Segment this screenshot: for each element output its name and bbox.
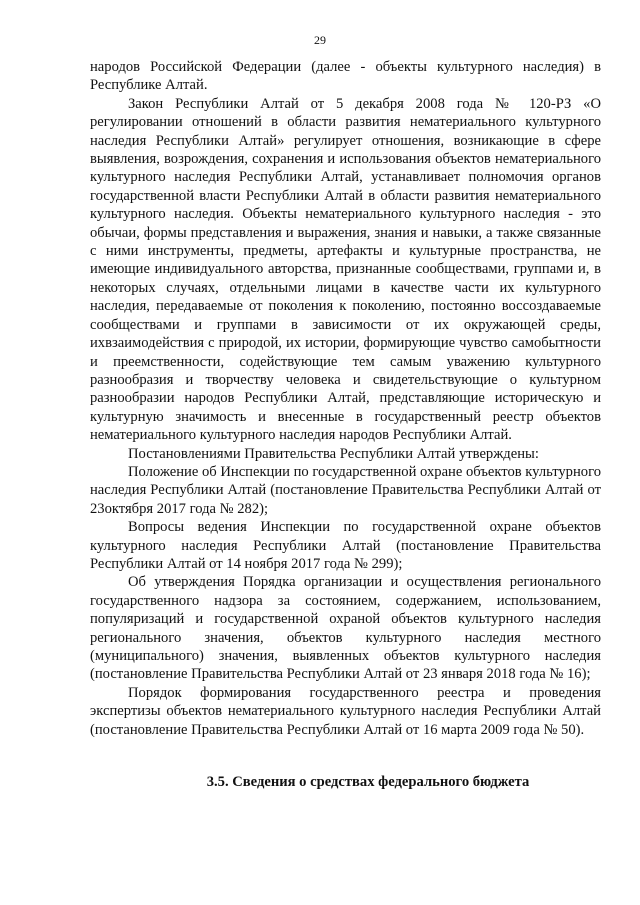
- paragraph-continuation: народов Российской Федерации (далее - объекты культурного наследия) в Республике Алтай.: [90, 59, 601, 94]
- paragraph-supervision-procedure: Об утверждения Порядка организации и осуществления регионального государственного надзора за состоянием, содержанием, использованием, популяризаций и государственной охраной объектов культурного наследия регионального значения, объектов культурного наследия местного (муниципального) значения, выявленных объектов культурного наследия (постановление Правительства Республики Алтай от 23 января 2018 года № 16);: [90, 574, 601, 683]
- page-number: 29: [314, 33, 326, 47]
- document-body: [90, 58, 601, 739]
- paragraph-law-description: Закон Республики Алтай от 5 декабря 2008 года № 120-РЗ «О регулировании отношений в области развития нематериального культурного наследия Республики Алтай» регулирует отношения, возникающие в сфере выявления, возрождения, сохранения и использования объектов нематериального культурного наследия Республики Алтай, устанавливает полномочия органов государственной власти Республики Алтай в области развития нематериального культурного наследия. Объекты нематериального культурного наследия - это обычаи, формы представления и выражения, знания и навыки, а также связанные с ними инструменты, предметы, артефакты и культурные пространства, не имеющие индивидуального авторства, признанные сообществами, группами и, в некоторых случаях, отдельными лицами в качестве части их культурного наследия, передаваемые от поколения к поколению, постоянно воссоздаваемые сообществами и группами в зависимости от их окружающей среды, ихвзаимодействия с природой, их истории, формирующие чувство самобытности и преемственности, содействующие тем самым уважению культурного разнообразия и творчеству человека и свидетельствующие о культурном разнообразии народов Республики Алтай, представляющие историческую и культурную значимость и внесенные в государственный реестр объектов нематериального культурного наследия народов Республики Алтай.: [90, 95, 601, 444]
- paragraph-inspection-questions: Вопросы ведения Инспекции по государственной охране объектов культурного наследия Республики Алтай (постановление Правительства Республики Алтай от 14 ноября 2017 года № 299);: [90, 519, 601, 572]
- section-heading: 3.5. Сведения о средствах федерального бюджета: [206, 774, 530, 790]
- paragraph-inspection-regulation: Положение об Инспекции по государственной охране объектов культурного наследия Республики Алтай (постановление Правительства Республики Алтай от 23октября 2017 года № 282);: [90, 463, 602, 517]
- paragraph-resolutions-intro: Постановлениями Правительства Республики Алтай утверждены:: [128, 445, 539, 462]
- paragraph-registry-procedure: Порядок формирования государственного реестра и проведения экспертизы объектов нематериального культурного наследия Республики Алтай (постановление Правительства Республики Алтай от 16 марта 2009 года № 50).: [90, 684, 601, 738]
